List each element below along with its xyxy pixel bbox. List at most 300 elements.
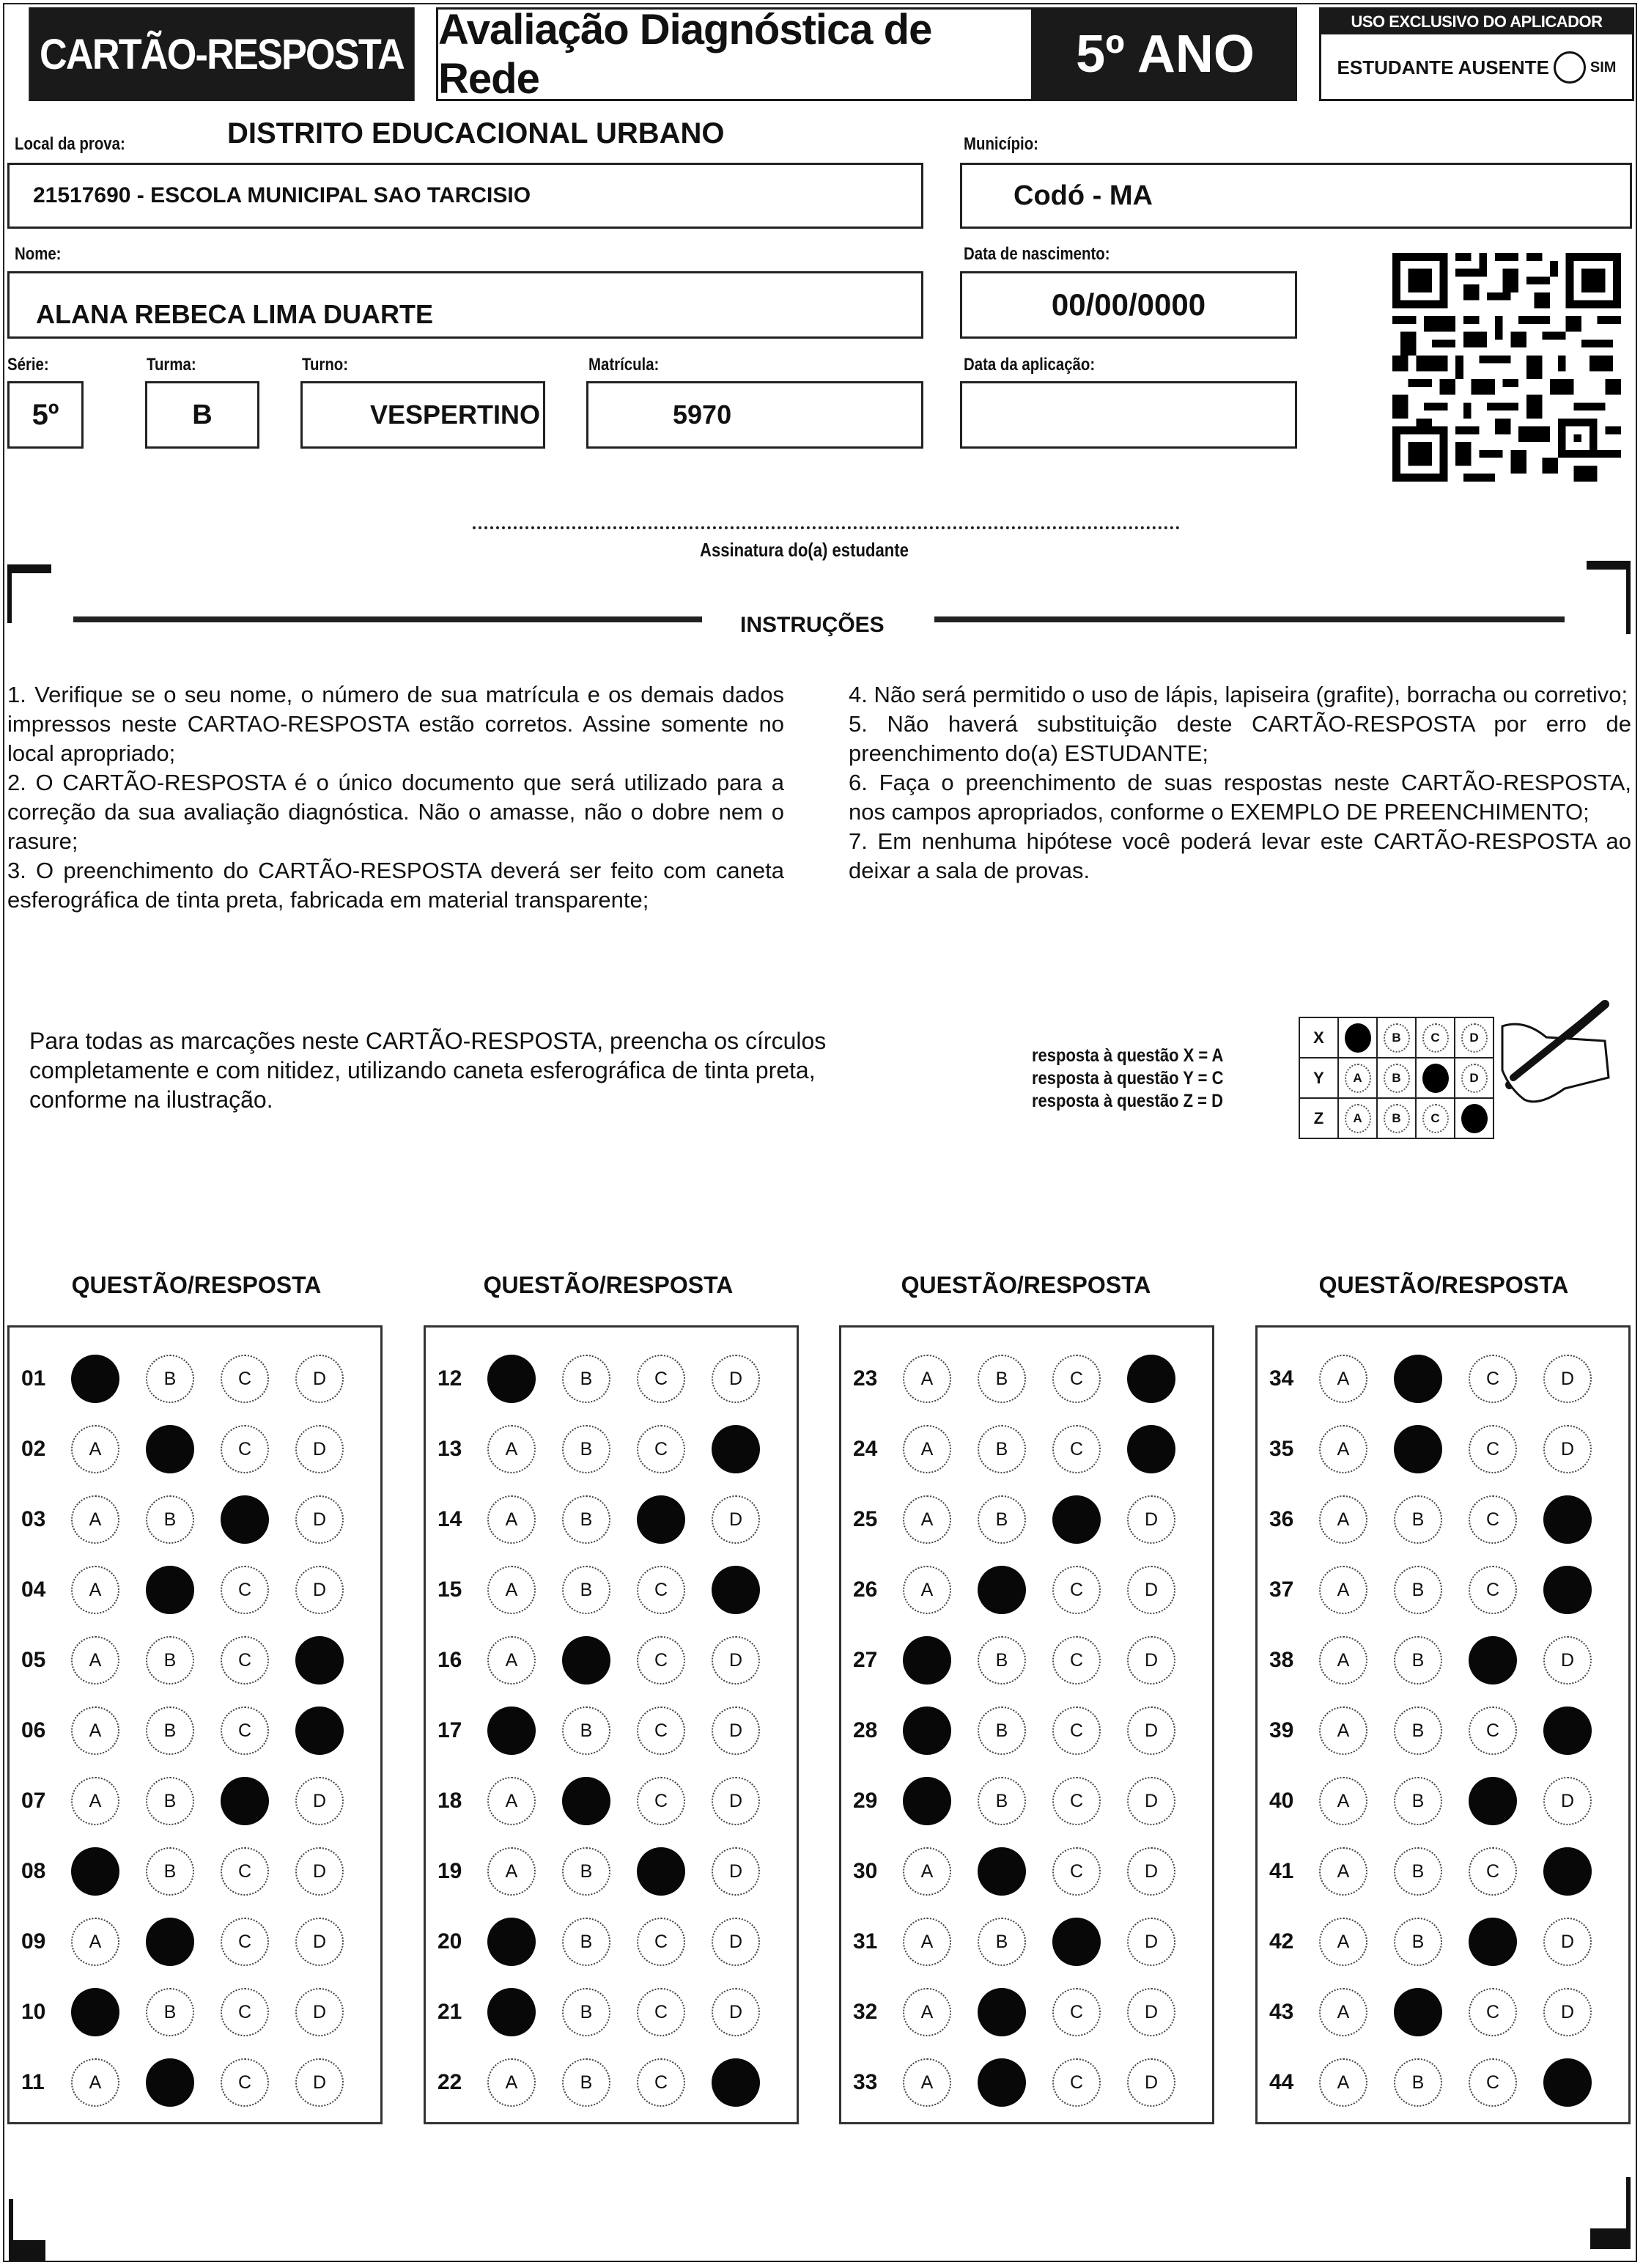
answer-bubble-c[interactable]: C <box>1052 1566 1101 1614</box>
answer-bubble-c[interactable]: C <box>637 1706 685 1755</box>
answer-column-1 <box>7 1325 383 2124</box>
answer-bubble-d[interactable]: D <box>1543 1847 1592 1896</box>
instruction-6: 6. Faça o preenchimento de suas respostas neste CARTÃO-RESPOSTA, nos campos apropriados, conforme o EXEMPLO DE PREENCHIMENTO; <box>849 770 1631 825</box>
answer-bubble-b[interactable]: B <box>562 1636 610 1685</box>
question-number: 18 <box>437 1789 462 1813</box>
question-row <box>10 1907 380 1977</box>
turno-field <box>300 381 545 449</box>
answer-bubble-a[interactable]: A <box>487 1355 536 1403</box>
answer-bubble-d[interactable]: D <box>1543 1706 1592 1755</box>
example-row-label: Z <box>1299 1098 1338 1138</box>
example-bubble: C <box>1422 1064 1449 1093</box>
answer-bubble-c[interactable]: C <box>221 1425 269 1473</box>
answer-bubble-d[interactable]: D <box>295 1988 344 2036</box>
hand-pen-icon <box>1495 997 1634 1136</box>
answer-bubble-c[interactable]: C <box>637 1425 685 1473</box>
answer-bubble-b[interactable]: B <box>562 1425 610 1473</box>
answer-bubble-c[interactable]: C <box>221 1706 269 1755</box>
question-number: 24 <box>853 1437 878 1461</box>
answer-bubble-d[interactable]: D <box>1543 1425 1592 1473</box>
answer-bubble-a[interactable]: A <box>71 1777 119 1825</box>
example-bubble: D <box>1461 1064 1488 1093</box>
answer-bubble-a[interactable]: A <box>1319 1988 1367 2036</box>
answer-bubble-b[interactable]: B <box>1394 1918 1442 1966</box>
question-number: 16 <box>437 1648 462 1672</box>
answer-bubble-d[interactable]: D <box>712 1918 760 1966</box>
answer-bubble-a[interactable]: A <box>903 1425 951 1473</box>
answer-bubble-b[interactable]: B <box>146 1918 194 1966</box>
answer-bubble-d[interactable]: D <box>712 1495 760 1544</box>
answer-bubble-b[interactable]: B <box>1394 1706 1442 1755</box>
answer-bubble-c[interactable]: C <box>1469 1777 1517 1825</box>
question-row <box>841 1484 1212 1555</box>
question-row <box>1258 1484 1628 1555</box>
answer-bubble-b[interactable]: B <box>978 1566 1026 1614</box>
answer-bubble-d[interactable]: D <box>295 2058 344 2107</box>
answer-bubble-b[interactable]: B <box>146 1355 194 1403</box>
municipio-value: Codó - MA <box>1014 180 1153 211</box>
answer-bubble-a[interactable]: A <box>487 2058 536 2107</box>
nome-value: ALANA REBECA LIMA DUARTE <box>36 299 433 329</box>
answer-bubble-d[interactable]: D <box>1127 2058 1175 2107</box>
example-cell <box>1338 1017 1377 1058</box>
answer-bubble-c[interactable]: C <box>1052 1425 1101 1473</box>
question-number: 23 <box>853 1366 878 1391</box>
answer-bubble-b[interactable]: B <box>1394 1988 1442 2036</box>
answer-bubble-b[interactable]: B <box>1394 1566 1442 1614</box>
answer-bubble-a[interactable]: A <box>1319 1847 1367 1896</box>
answer-bubble-c[interactable]: C <box>221 1847 269 1896</box>
serie-label: Série: <box>7 355 49 375</box>
answer-bubble-c[interactable]: C <box>1469 1636 1517 1685</box>
question-row <box>1258 2047 1628 2118</box>
answer-bubble-a[interactable]: A <box>487 1918 536 1966</box>
answer-bubble-c[interactable]: C <box>1469 1495 1517 1544</box>
answer-bubble-a[interactable]: A <box>1319 1777 1367 1825</box>
answer-bubble-c[interactable]: C <box>1052 1918 1101 1966</box>
answer-bubble-c[interactable]: C <box>1052 2058 1101 2107</box>
answer-bubble-d[interactable]: D <box>1127 1495 1175 1544</box>
example-cell <box>1455 1017 1494 1058</box>
answer-bubble-c[interactable]: C <box>1052 1847 1101 1896</box>
signature-line[interactable] <box>473 526 1180 529</box>
answer-bubble-c[interactable]: C <box>221 1355 269 1403</box>
answer-bubble-b[interactable]: B <box>562 1566 610 1614</box>
answer-bubble-a[interactable]: A <box>71 1425 119 1473</box>
instructions-right <box>849 680 1631 886</box>
answer-bubble-a[interactable]: A <box>71 1566 119 1614</box>
turma-value: B <box>192 399 213 430</box>
question-number: 26 <box>853 1577 878 1602</box>
answer-bubble-c[interactable]: C <box>1052 1636 1101 1685</box>
question-row <box>841 1696 1212 1766</box>
answer-bubble-b[interactable]: B <box>978 1706 1026 1755</box>
answer-bubble-a[interactable]: A <box>903 1847 951 1896</box>
answer-bubble-a[interactable]: A <box>1319 1425 1367 1473</box>
question-row <box>10 1555 380 1625</box>
question-row <box>1258 1414 1628 1484</box>
question-row <box>841 1414 1212 1484</box>
answer-bubble-b[interactable]: B <box>1394 2058 1442 2107</box>
answer-bubble-a[interactable]: A <box>71 1495 119 1544</box>
answer-bubble-a[interactable]: A <box>71 1706 119 1755</box>
answer-bubble-d[interactable]: D <box>295 1918 344 1966</box>
example-cell <box>1377 1017 1416 1058</box>
answer-bubble-b[interactable]: B <box>146 1847 194 1896</box>
answer-bubble-d[interactable]: D <box>1543 1918 1592 1966</box>
answer-bubble-b[interactable]: B <box>146 1706 194 1755</box>
example-row-label: Y <box>1299 1058 1338 1098</box>
answer-bubble-a[interactable]: A <box>1319 1636 1367 1685</box>
instruction-2: 2. O CARTÃO-RESPOSTA é o único documento que será utilizado para a correção da sua avaliação diagnóstica. Não o amasse, não o dobre nem o rasure; <box>7 770 784 854</box>
answer-bubble-b[interactable]: B <box>1394 1425 1442 1473</box>
question-number: 06 <box>21 1718 46 1742</box>
answer-bubble-b[interactable]: B <box>562 1355 610 1403</box>
answer-bubble-b[interactable]: B <box>146 1636 194 1685</box>
question-row <box>10 1696 380 1766</box>
absent-checkbox[interactable] <box>1554 51 1586 84</box>
answer-bubble-d[interactable]: D <box>295 1847 344 1896</box>
answer-bubble-d[interactable]: D <box>1127 1918 1175 1966</box>
answer-bubble-d[interactable]: D <box>1127 1777 1175 1825</box>
answer-bubble-b[interactable]: B <box>562 1495 610 1544</box>
answer-column-2 <box>424 1325 799 2124</box>
exam-name: Avaliação Diagnóstica de Rede <box>436 7 1033 101</box>
question-number: 15 <box>437 1577 462 1602</box>
answer-bubble-a[interactable]: A <box>903 1988 951 2036</box>
answer-bubble-a[interactable]: A <box>71 1988 119 2036</box>
question-number: 20 <box>437 1929 462 1954</box>
corner-mark-bottom-right-v <box>1626 2177 1631 2249</box>
answer-bubble-b[interactable]: B <box>1394 1847 1442 1896</box>
answer-bubble-b[interactable]: B <box>1394 1636 1442 1685</box>
question-row <box>841 1907 1212 1977</box>
matricula-label: Matrícula: <box>588 355 660 375</box>
question-number: 30 <box>853 1859 878 1883</box>
answer-bubble-b[interactable]: B <box>978 1777 1026 1825</box>
answer-bubble-c[interactable]: C <box>637 1636 685 1685</box>
answer-bubble-b[interactable]: B <box>146 1777 194 1825</box>
question-row <box>10 1977 380 2047</box>
answer-bubble-c[interactable]: C <box>221 1918 269 1966</box>
answer-bubble-a[interactable]: A <box>1319 1495 1367 1544</box>
answer-bubble-d[interactable]: D <box>1127 1988 1175 2036</box>
question-row <box>841 1836 1212 1907</box>
instruction-7: 7. Em nenhuma hipótese você poderá levar este CARTÃO-RESPOSTA ao deixar a sala de provas. <box>849 828 1631 883</box>
answer-bubble-b[interactable]: B <box>1394 1355 1442 1403</box>
turma-label: Turma: <box>147 355 196 375</box>
answer-bubble-d[interactable]: D <box>295 1355 344 1403</box>
answer-bubble-c[interactable]: C <box>637 1495 685 1544</box>
question-number: 19 <box>437 1859 462 1883</box>
answer-bubble-b[interactable]: B <box>146 1988 194 2036</box>
corner-mark-bottom-right <box>1590 2228 1631 2249</box>
question-number: 38 <box>1269 1648 1294 1672</box>
question-number: 41 <box>1269 1859 1294 1883</box>
example-legend <box>1032 1045 1223 1113</box>
example-bubble: A <box>1345 1104 1371 1133</box>
answer-bubble-b[interactable]: B <box>562 1777 610 1825</box>
answer-bubble-c[interactable]: C <box>1052 1777 1101 1825</box>
answer-bubble-b[interactable]: B <box>562 2058 610 2107</box>
aplicacao-field <box>960 381 1297 449</box>
answer-bubble-b[interactable]: B <box>978 1988 1026 2036</box>
answer-bubble-d[interactable]: D <box>712 1847 760 1896</box>
question-row <box>841 1766 1212 1836</box>
question-number: 10 <box>21 2000 46 2024</box>
answer-bubble-c[interactable]: C <box>221 1777 269 1825</box>
answer-bubble-a[interactable]: A <box>1319 2058 1367 2107</box>
answer-bubble-b[interactable]: B <box>1394 1777 1442 1825</box>
answer-bubble-d[interactable]: D <box>1127 1636 1175 1685</box>
answer-bubble-b[interactable]: B <box>978 1425 1026 1473</box>
answer-bubble-d[interactable]: D <box>1127 1706 1175 1755</box>
school-value: 21517690 - ESCOLA MUNICIPAL SAO TARCISIO <box>33 183 531 207</box>
nascimento-label: Data de nascimento: <box>964 244 1110 264</box>
answer-bubble-a[interactable]: A <box>487 1988 536 2036</box>
question-number: 37 <box>1269 1577 1294 1602</box>
card-title: CARTÃO-RESPOSTA <box>29 7 415 101</box>
answer-bubble-a[interactable]: A <box>487 1566 536 1614</box>
municipio-field <box>960 163 1632 229</box>
answer-bubble-c[interactable]: C <box>637 1777 685 1825</box>
answer-bubble-b[interactable]: B <box>562 1706 610 1755</box>
fill-note: Para todas as marcações neste CARTÃO-RESPOSTA, preencha os círculos completamente e com nitidez, utilizando caneta esferográfica de tinta preta, conforme na ilustração. <box>29 1028 827 1113</box>
answer-bubble-a[interactable]: A <box>903 2058 951 2107</box>
question-row <box>10 1625 380 1696</box>
question-number: 03 <box>21 1507 46 1531</box>
answer-bubble-a[interactable]: A <box>903 1355 951 1403</box>
answer-bubble-b[interactable]: B <box>978 1636 1026 1685</box>
answer-bubble-a[interactable]: A <box>487 1847 536 1896</box>
question-number: 21 <box>437 2000 462 2024</box>
answer-bubble-c[interactable]: C <box>1469 1355 1517 1403</box>
example-bubble: C <box>1422 1104 1449 1133</box>
answer-column-4 <box>1255 1325 1631 2124</box>
question-row <box>10 1836 380 1907</box>
answer-bubble-a[interactable]: A <box>903 1777 951 1825</box>
answer-bubble-d[interactable]: D <box>1543 1566 1592 1614</box>
question-number: 12 <box>437 1366 462 1391</box>
answer-bubble-c[interactable]: C <box>1469 1918 1517 1966</box>
answer-bubble-d[interactable]: D <box>1543 1355 1592 1403</box>
question-row <box>1258 1766 1628 1836</box>
answer-bubble-a[interactable]: A <box>71 1636 119 1685</box>
answer-bubble-c[interactable]: C <box>1469 1566 1517 1614</box>
answer-bubble-c[interactable]: C <box>221 1566 269 1614</box>
question-row <box>841 2047 1212 2118</box>
answer-bubble-c[interactable]: C <box>1469 2058 1517 2107</box>
serie-value: 5º <box>32 398 59 431</box>
question-number: 42 <box>1269 1929 1294 1954</box>
answer-bubble-c[interactable]: C <box>1469 1706 1517 1755</box>
answer-bubble-d[interactable]: D <box>712 1566 760 1614</box>
question-number: 08 <box>21 1859 46 1883</box>
answer-bubble-a[interactable]: A <box>487 1495 536 1544</box>
answer-bubble-a[interactable]: A <box>487 1425 536 1473</box>
answer-bubble-d[interactable]: D <box>1543 1988 1592 2036</box>
answer-bubble-a[interactable]: A <box>71 2058 119 2107</box>
applicator-box <box>1319 7 1634 101</box>
answer-bubble-d[interactable]: D <box>295 1636 344 1685</box>
answer-bubble-d[interactable]: D <box>1543 1777 1592 1825</box>
answer-bubble-c[interactable]: C <box>1469 1847 1517 1896</box>
question-number: 36 <box>1269 1507 1294 1531</box>
answer-bubble-c[interactable]: C <box>1469 1425 1517 1473</box>
question-number: 13 <box>437 1437 462 1461</box>
question-row <box>10 1766 380 1836</box>
example-cell <box>1338 1098 1377 1138</box>
question-number: 11 <box>21 2070 45 2094</box>
answer-bubble-b[interactable]: B <box>146 1425 194 1473</box>
answer-bubble-b[interactable]: B <box>146 1566 194 1614</box>
example-bubble: A <box>1345 1023 1371 1053</box>
answer-bubble-d[interactable]: D <box>295 1495 344 1544</box>
answer-bubble-c[interactable]: C <box>221 1495 269 1544</box>
question-number: 07 <box>21 1789 46 1813</box>
answer-bubble-d[interactable]: D <box>1543 1636 1592 1685</box>
answer-bubble-d[interactable]: D <box>295 1566 344 1614</box>
legend-x: resposta à questão X = A <box>1032 1045 1224 1066</box>
question-number: 05 <box>21 1648 46 1672</box>
example-bubble: B <box>1384 1104 1410 1133</box>
example-bubble: C <box>1422 1023 1449 1053</box>
answer-bubble-d[interactable]: D <box>1127 1566 1175 1614</box>
answer-bubble-c[interactable]: C <box>1052 1706 1101 1755</box>
answer-bubble-c[interactable]: C <box>221 1636 269 1685</box>
instruction-5: 5. Não haverá substituição deste CARTÃO-RESPOSTA por erro de preenchimento do(a) ESTUDANTE; <box>849 711 1631 766</box>
answer-bubble-a[interactable]: A <box>903 1636 951 1685</box>
answer-bubble-c[interactable]: C <box>637 1847 685 1896</box>
answer-bubble-c[interactable]: C <box>637 1988 685 2036</box>
answer-bubble-d[interactable]: D <box>1127 1355 1175 1403</box>
answer-bubble-a[interactable]: A <box>1319 1355 1367 1403</box>
answer-bubble-d[interactable]: D <box>1543 2058 1592 2107</box>
answer-bubble-b[interactable]: B <box>978 1847 1026 1896</box>
question-row <box>426 1977 797 2047</box>
answer-bubble-a[interactable]: A <box>903 1566 951 1614</box>
question-number: 29 <box>853 1789 878 1813</box>
column-title: QUESTÃO/RESPOSTA <box>901 1272 1151 1298</box>
answer-bubble-d[interactable]: D <box>295 1777 344 1825</box>
answer-bubble-d[interactable]: D <box>712 1988 760 2036</box>
answer-bubble-c[interactable]: C <box>637 1355 685 1403</box>
answer-bubble-b[interactable]: B <box>146 2058 194 2107</box>
answer-bubble-a[interactable]: A <box>71 1918 119 1966</box>
instruction-4: 4. Não será permitido o uso de lápis, lapiseira (grafite), borracha ou corretivo; <box>849 682 1628 707</box>
question-row <box>841 1625 1212 1696</box>
corner-mark-top-left-v <box>7 564 12 623</box>
grade-badge: 5º ANO <box>1033 7 1297 101</box>
question-row <box>1258 1977 1628 2047</box>
answer-bubble-a[interactable]: A <box>903 1706 951 1755</box>
example-row-label: X <box>1299 1017 1338 1058</box>
answer-bubble-d[interactable]: D <box>712 1777 760 1825</box>
question-row <box>841 1977 1212 2047</box>
answer-bubble-d[interactable]: D <box>1543 1495 1592 1544</box>
example-cell <box>1338 1058 1377 1098</box>
answer-bubble-d[interactable]: D <box>712 1706 760 1755</box>
question-row <box>1258 1907 1628 1977</box>
answer-bubble-a[interactable]: A <box>71 1355 119 1403</box>
answer-bubble-a[interactable]: A <box>903 1918 951 1966</box>
question-number: 14 <box>437 1507 462 1531</box>
example-bubble: B <box>1384 1064 1410 1093</box>
answer-bubble-d[interactable]: D <box>712 1636 760 1685</box>
example-bubble: D <box>1461 1104 1488 1133</box>
answer-bubble-a[interactable]: A <box>487 1777 536 1825</box>
answer-bubble-d[interactable]: D <box>295 1706 344 1755</box>
answer-bubble-b[interactable]: B <box>978 1495 1026 1544</box>
answer-bubble-a[interactable]: A <box>71 1847 119 1896</box>
answer-bubble-d[interactable]: D <box>712 2058 760 2107</box>
answer-bubble-c[interactable]: C <box>1052 1495 1101 1544</box>
answer-bubble-a[interactable]: A <box>1319 1566 1367 1614</box>
answer-bubble-c[interactable]: C <box>221 2058 269 2107</box>
answer-bubble-a[interactable]: A <box>487 1636 536 1685</box>
instructions-left <box>7 680 784 915</box>
answer-bubble-c[interactable]: C <box>637 2058 685 2107</box>
answer-bubble-a[interactable]: A <box>1319 1706 1367 1755</box>
answer-bubble-b[interactable]: B <box>978 1355 1026 1403</box>
question-row <box>1258 1344 1628 1414</box>
instructions-rule-right <box>934 616 1565 622</box>
answer-bubble-a[interactable]: A <box>1319 1918 1367 1966</box>
turno-label: Turno: <box>302 355 349 375</box>
school-field <box>7 163 923 229</box>
question-number: 34 <box>1269 1366 1294 1391</box>
answer-bubble-b[interactable]: B <box>146 1495 194 1544</box>
signature-label: Assinatura do(a) estudante <box>700 539 909 561</box>
answer-bubble-d[interactable]: D <box>295 1425 344 1473</box>
answer-bubble-c[interactable]: C <box>637 1918 685 1966</box>
answer-bubble-c[interactable]: C <box>1052 1988 1101 2036</box>
answer-bubble-c[interactable]: C <box>1469 1988 1517 2036</box>
answer-bubble-c[interactable]: C <box>221 1988 269 2036</box>
answer-bubble-d[interactable]: D <box>712 1355 760 1403</box>
answer-bubble-b[interactable]: B <box>562 1847 610 1896</box>
question-row <box>426 1836 797 1907</box>
nascimento-value: 00/00/0000 <box>1051 287 1206 322</box>
answer-bubble-d[interactable]: D <box>1127 1425 1175 1473</box>
instructions-title: INSTRUÇÕES <box>740 613 885 637</box>
answer-bubble-c[interactable]: C <box>1052 1355 1101 1403</box>
answer-bubble-d[interactable]: D <box>712 1425 760 1473</box>
answer-bubble-b[interactable]: B <box>562 1918 610 1966</box>
answer-bubble-a[interactable]: A <box>487 1706 536 1755</box>
answer-bubble-b[interactable]: B <box>562 1988 610 2036</box>
answer-bubble-a[interactable]: A <box>903 1495 951 1544</box>
answer-bubble-b[interactable]: B <box>978 2058 1026 2107</box>
example-cell <box>1377 1058 1416 1098</box>
answer-bubble-b[interactable]: B <box>978 1918 1026 1966</box>
corner-mark-bottom-left-v <box>9 2199 13 2261</box>
answer-bubble-b[interactable]: B <box>1394 1495 1442 1544</box>
answer-bubble-c[interactable]: C <box>637 1566 685 1614</box>
question-row <box>426 2047 797 2118</box>
question-number: 44 <box>1269 2070 1294 2094</box>
question-row <box>1258 1696 1628 1766</box>
answer-bubble-d[interactable]: D <box>1127 1847 1175 1896</box>
nome-label: Nome: <box>15 244 62 264</box>
question-number: 43 <box>1269 2000 1294 2024</box>
example-cell <box>1455 1098 1494 1138</box>
example-cell <box>1416 1098 1455 1138</box>
question-row <box>10 1414 380 1484</box>
instructions-rule-left <box>73 616 702 622</box>
corner-mark-top-right-v <box>1626 561 1631 634</box>
example-row <box>1299 1058 1494 1098</box>
